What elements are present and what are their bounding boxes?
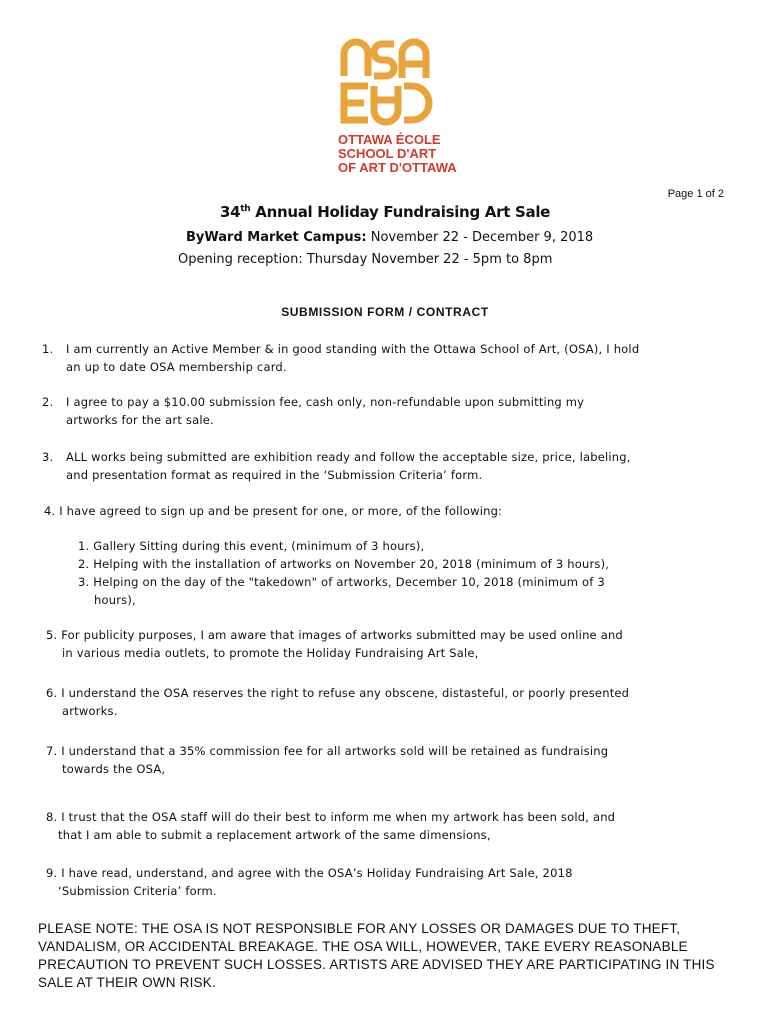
item-text: I understand that a 35% commission fee for all artworks sold will be retained as fundraising	[61, 744, 609, 758]
liability-notice: PLEASE NOTE: THE OSA IS NOT RESPONSIBLE FOR ANY LOSSES OR DAMAGES DUE TO THEFT, VANDALISM, OR ACCIDENTAL BREAKAGE. THE OSA WILL, HOWEVER, TAKE EVERY REASONABLE PRECAUTION TO PREVENT SUCH LOSSES. ARTISTS ARE ADVISED THEY ARE PARTICIPATING IN THIS SALE AT THEIR OWN RISK.	[38, 921, 715, 990]
list-item	[46, 742, 608, 778]
item-text: I understand the OSA reserves the right to refuse any obscene, distasteful, or poorly presented	[61, 686, 630, 700]
item-number: 5.	[46, 628, 58, 642]
title-text: Annual Holiday Fundraising Art Sale	[250, 203, 551, 221]
item-number: 7.	[46, 744, 58, 758]
item-number: 1.	[42, 342, 54, 356]
campus-label: ByWard Market Campus:	[186, 230, 367, 245]
item-text: I trust that the OSA staff will do their best to inform me when my artwork has been sold, and	[61, 810, 616, 824]
list-item	[42, 448, 631, 484]
form-heading: SUBMISSION FORM / CONTRACT	[281, 305, 489, 319]
item-text: For publicity purposes, I am aware that images of artworks submitted may be used online and	[61, 628, 623, 642]
reception-line: Opening reception: Thursday November 22 - 5pm to 8pm	[178, 252, 553, 267]
item-number: 4.	[44, 504, 56, 518]
title-ordinal: 34	[219, 203, 241, 221]
item-number: 8.	[46, 810, 58, 824]
logo-line-1: OTTAWA ÉCOLE	[338, 132, 441, 147]
page-number: Page 1 of 2	[667, 188, 724, 200]
sub-list-item: 2. Helping with the installation of artworks on November 20, 2018 (minimum of 3 hours),	[78, 557, 610, 571]
list-item	[42, 393, 584, 429]
item-text-continued: artworks for the art sale.	[66, 413, 214, 427]
logo-line-3: OF ART D'OTTAWA	[338, 160, 457, 175]
item-text-continued: in various media outlets, to promote the Holiday Fundraising Art Sale,	[62, 646, 479, 660]
item-text-continued: towards the OSA,	[62, 762, 166, 776]
item-text-continued: an up to date OSA membership card.	[66, 360, 287, 374]
list-item	[42, 340, 639, 376]
list-item	[46, 684, 629, 720]
item-text: I am currently an Active Member & in good standing with the Ottawa School of Art, (OSA), I hold	[66, 342, 640, 356]
list-item	[46, 626, 623, 662]
list-item	[46, 864, 573, 900]
item-text: ALL works being submitted are exhibition ready and follow the acceptable size, price, labeling,	[66, 450, 631, 464]
item-text: I have read, understand, and agree with the OSA’s Holiday Fundraising Art Sale, 2018	[61, 866, 573, 880]
item-text: I agree to pay a $10.00 submission fee, cash only, non-refundable upon submitting my	[66, 395, 585, 409]
title-ordinal-suffix: th	[240, 204, 251, 214]
campus-dates: November 22 - December 9, 2018	[366, 230, 594, 245]
list-item	[46, 808, 615, 844]
item-text-continued: that I am able to submit a replacement artwork of the same dimensions,	[58, 828, 491, 842]
item-number: 3.	[42, 450, 54, 464]
sub-list-item: 1. Gallery Sitting during this event, (minimum of 3 hours),	[78, 539, 425, 553]
sub-list-item: 3. Helping on the day of the "takedown" of artworks, December 10, 2018 (minimum of 3	[78, 575, 605, 589]
list-item	[44, 502, 502, 520]
sub-list	[78, 537, 609, 609]
sub-list-item-continued: hours),	[94, 593, 136, 607]
logo-line-2: SCHOOL D'ART	[338, 146, 437, 161]
item-text-continued: artworks.	[62, 704, 118, 718]
logo-text	[338, 133, 468, 175]
document-title	[0, 203, 770, 221]
campus-line	[186, 230, 593, 245]
osa-monogram-icon	[338, 38, 468, 128]
item-text-continued: and presentation format as required in the ‘Submission Criteria’ form.	[66, 468, 483, 482]
item-text-continued: ‘Submission Criteria’ form.	[58, 884, 217, 898]
item-number: 9.	[46, 866, 58, 880]
osa-logo	[338, 38, 468, 173]
item-number: 6.	[46, 686, 58, 700]
item-number: 2.	[42, 395, 54, 409]
item-text: I have agreed to sign up and be present for one, or more, of the following:	[59, 504, 503, 518]
